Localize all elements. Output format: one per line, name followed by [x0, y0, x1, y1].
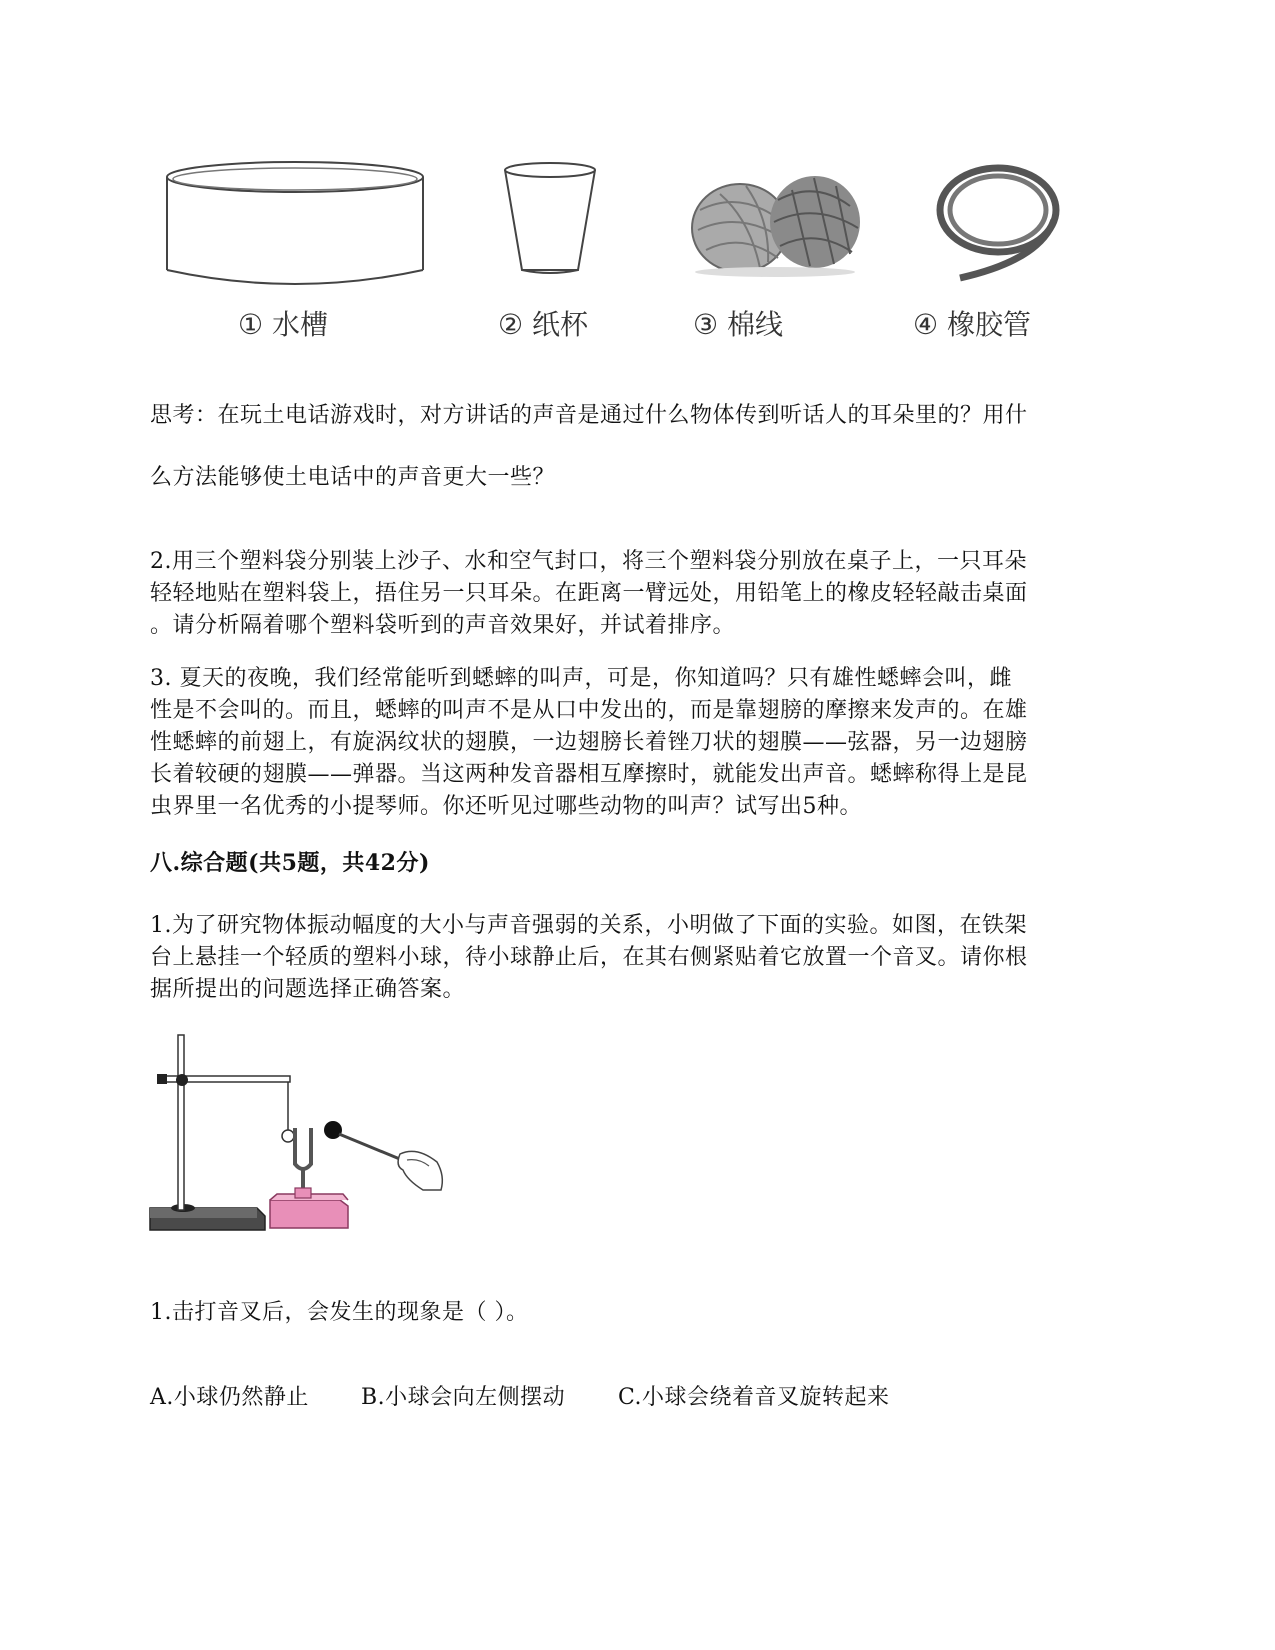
tuning-fork-icon: [270, 1128, 348, 1228]
item-number: ①: [238, 308, 264, 341]
tuning-fork-experiment-illustration: [145, 1030, 465, 1250]
question-3-line-2: 性是不会叫的。而且，蟋蟀的叫声不是从口中发出的，而是靠翅膀的摩擦来发声的。在雄: [150, 698, 1028, 723]
think-line-1: 思考：在玩土电话游戏时，对方讲话的声音是通过什么物体传到听话人的耳朵里的？用什: [150, 403, 1028, 428]
question-2-line-3: 。请分析隔着哪个塑料袋听到的声音效果好，并试着排序。: [150, 613, 736, 638]
item-name: 棉线: [727, 308, 784, 341]
question-3-line-4: 长着较硬的翅膜——弹器。当这两种发音器相互摩擦时，就能发出声音。蟋蟀称得上是昆: [150, 762, 1028, 787]
material-label-water-trough: [238, 303, 328, 343]
option-b[interactable]: B.小球会向左侧摆动: [361, 1385, 566, 1410]
item-number: ④: [913, 308, 939, 341]
option-a[interactable]: A.小球仍然静止: [150, 1385, 309, 1410]
paper-cup-icon: [505, 163, 595, 273]
water-trough-icon: [167, 162, 423, 284]
question-3-line-1: 3. 夏天的夜晚，我们经常能听到蟋蟀的叫声，可是，你知道吗？只有雄性蟋蟀会叫，雌: [150, 666, 1012, 691]
question-3-line-3: 性蟋蟀的前翅上，有旋涡纹状的翅膜，一边翅膀长着锉刀状的翅膜——弦器，另一边翅膀: [150, 730, 1028, 755]
question-2-line-1: 2.用三个塑料袋分别装上沙子、水和空气封口，将三个塑料袋分别放在桌子上，一只耳朵: [150, 549, 1027, 574]
experiment-figure: [145, 1030, 465, 1250]
item-name: 水槽: [272, 308, 329, 341]
sub-question-1: 1.击打音叉后，会发生的现象是（ ）。: [150, 1300, 529, 1325]
question-8-1: [150, 910, 1125, 1006]
item-name: 橡胶管: [947, 308, 1032, 341]
cotton-thread-icon: [692, 176, 860, 277]
item-name: 纸杯: [532, 308, 589, 341]
item-number: ②: [498, 308, 524, 341]
hand-with-mallet-icon: [324, 1121, 442, 1190]
question-2-line-2: 轻轻地贴在塑料袋上，捂住另一只耳朵。在距离一臂远处，用铅笔上的橡皮轻轻敲击桌面: [150, 581, 1028, 606]
question-2: [150, 546, 1125, 642]
rubber-tube-icon: [940, 168, 1056, 278]
material-label-paper-cup: [498, 303, 588, 343]
option-c[interactable]: C.小球会绕着音叉旋转起来: [618, 1385, 890, 1410]
material-label-rubber-tube: [913, 303, 1031, 343]
item-number: ③: [693, 308, 719, 341]
question-8-1-line-3: 据所提出的问题选择正确答案。: [150, 977, 466, 1002]
question-8-1-line-1: 1.为了研究物体振动幅度的大小与声音强弱的关系，小明做了下面的实验。如图，在铁架: [150, 913, 1027, 938]
question-8-1-line-2: 台上悬挂一个轻质的塑料小球，待小球静止后，在其右侧紧贴着它放置一个音叉。请你根: [150, 945, 1028, 970]
question-3-line-5: 虫界里一名优秀的小提琴师。你还听见过哪些动物的叫声？试写出5种。: [150, 794, 862, 819]
material-label-cotton-thread: [693, 303, 783, 343]
plastic-ball-icon: [282, 1130, 294, 1142]
question-3: [150, 663, 1125, 823]
think-line-2: 么方法能够使土电话中的声音更大一些？: [150, 465, 556, 490]
section-heading: 八.综合题(共5题，共42分): [150, 850, 430, 876]
iron-stand-icon: [150, 1035, 290, 1230]
